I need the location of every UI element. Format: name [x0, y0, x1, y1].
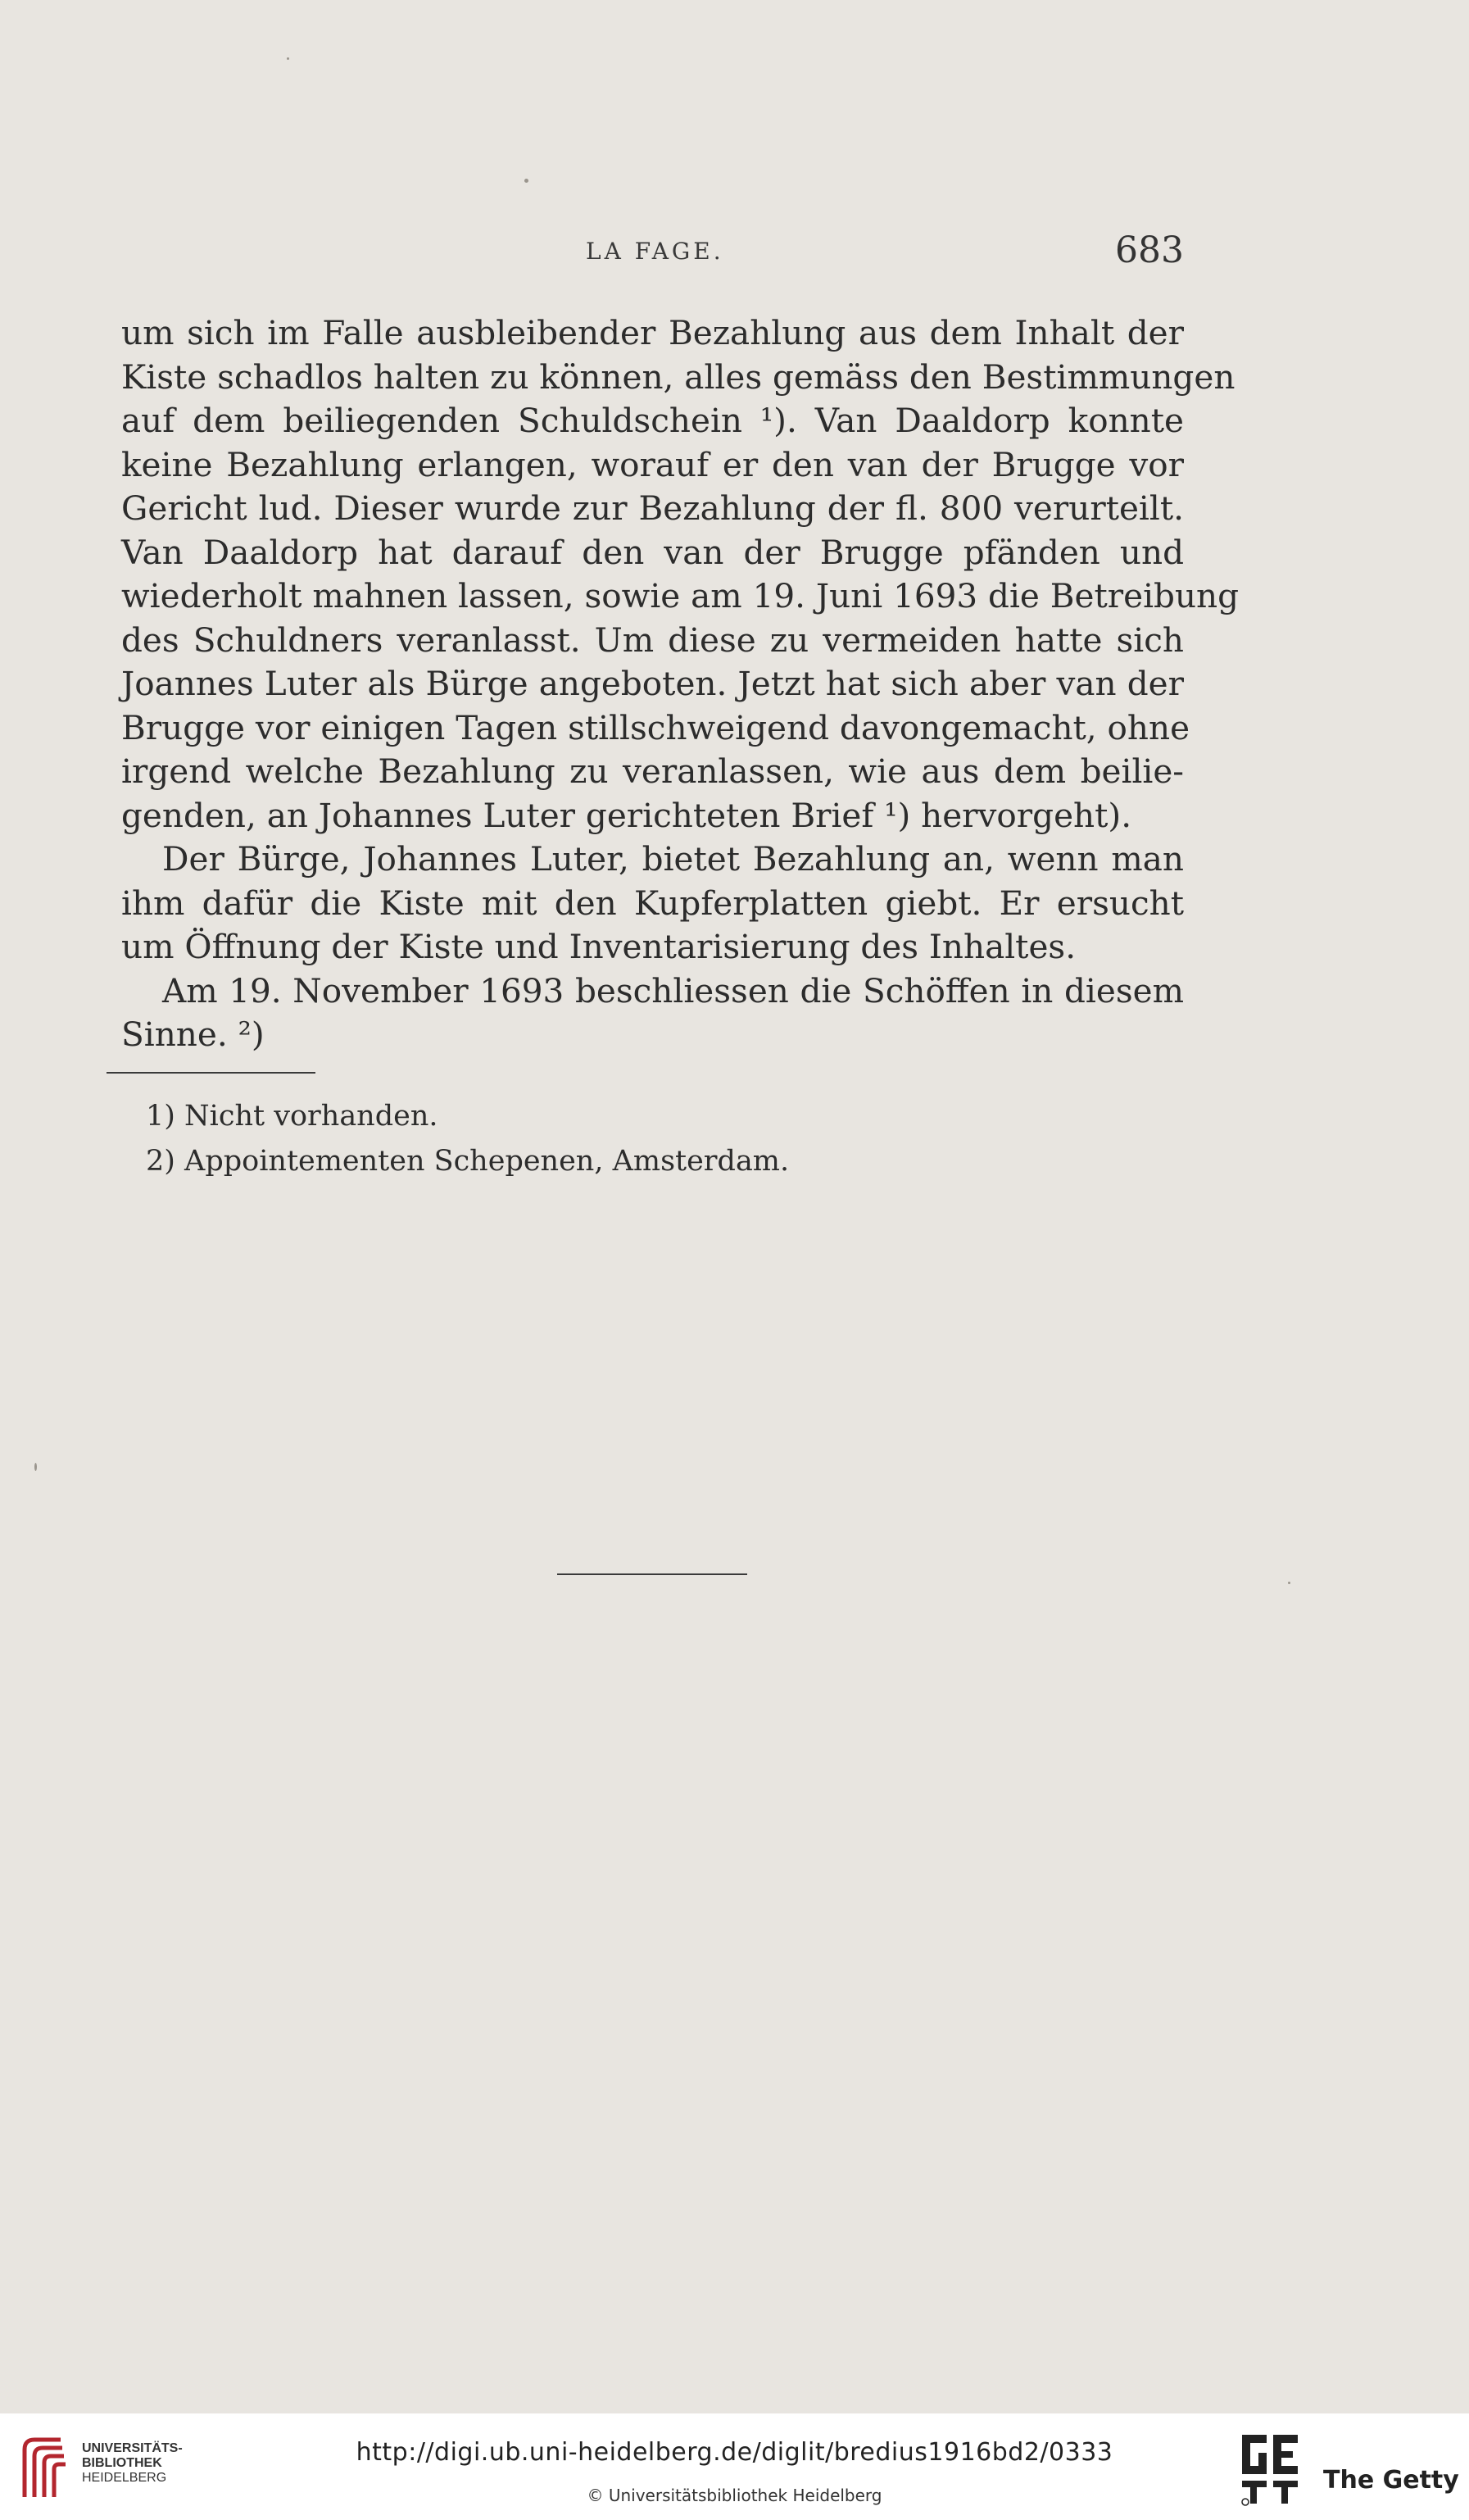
text-line: Kiste schadlos halten zu können, alles gemäss den Bestimmungen [121, 356, 1236, 397]
footnote: 2) Appointementen Schepenen, Amsterdam. [146, 1145, 790, 1178]
paper-speck [34, 1463, 37, 1471]
text-line: genden, an Johannes Luter gerichteten Brief ¹) hervorgeht). [121, 795, 1132, 835]
running-head [123, 229, 1184, 270]
paper-speck [287, 57, 289, 60]
running-title: LA FAGE. [586, 238, 724, 265]
text-line: wiederholt mahnen lassen, sowie am 19. Juni 1693 die Betreibung [121, 576, 1240, 615]
text-line: Brugge vor einigen Tagen stillschweigend davongemacht, ohne [121, 707, 1190, 747]
text-line: um Öffnung der Kiste und Inventarisierung des Inhaltes. [121, 927, 1077, 966]
paper-speck [524, 179, 528, 183]
institution-line: UNIVERSITÄTS- [82, 2441, 183, 2455]
text-line: Sinne. ²) [121, 1015, 265, 1054]
page-number: 683 [1115, 229, 1184, 271]
copyright-notice: © Universitätsbibliothek Heidelberg [587, 2486, 882, 2505]
text-line: irgend welche Bezahlung zu veranlassen, wie aus dem beilie- [121, 751, 1184, 791]
footnote-divider [107, 1072, 315, 1074]
text-line: keine Bezahlung erlangen, worauf er den van der Brugge vor [121, 444, 1184, 484]
paper-speck [1288, 1582, 1290, 1584]
footer-bar [0, 2413, 1469, 2520]
text-line: auf dem beiliegenden Schuldschein ¹). Van Daaldorp konnte [121, 401, 1184, 440]
getty-wordmark: The Getty [1323, 2466, 1459, 2495]
text-line: Am 19. November 1693 beschliessen die Schöffen in diesem [162, 970, 1184, 1010]
institution-line: BIBLIOTHEK [82, 2456, 162, 2470]
section-end-rule [557, 1573, 747, 1575]
institution-line: HEIDELBERG [82, 2471, 167, 2485]
text-line: Joannes Luter als Bürge angeboten. Jetzt hat sich aber van der [121, 664, 1184, 703]
permalink-url[interactable]: http://digi.ub.uni-heidelberg.de/diglit/bredius1916bd2/0333 [356, 2438, 1113, 2467]
text-line: Der Bürge, Johannes Luter, bietet Bezahlung an, wenn man [162, 839, 1184, 879]
footnote: 1) Nicht vorhanden. [146, 1100, 438, 1133]
text-line: um sich im Falle ausbleibender Bezahlung aus dem Inhalt der [121, 313, 1184, 352]
text-line: Van Daaldorp hat darauf den van der Brugge pfänden und [121, 532, 1184, 572]
text-line: des Schuldners veranlasst. Um diese zu vermeiden hatte sich [121, 620, 1184, 660]
text-line: Gericht lud. Dieser wurde zur Bezahlung der fl. 800 verurteilt. [121, 488, 1184, 528]
footnotes [146, 1094, 789, 1184]
text-line: ihm dafür die Kiste mit den Kupferplatten giebt. Er ersucht [121, 883, 1184, 923]
getty-logo-icon [1237, 2431, 1303, 2507]
body-text [121, 311, 1240, 1057]
